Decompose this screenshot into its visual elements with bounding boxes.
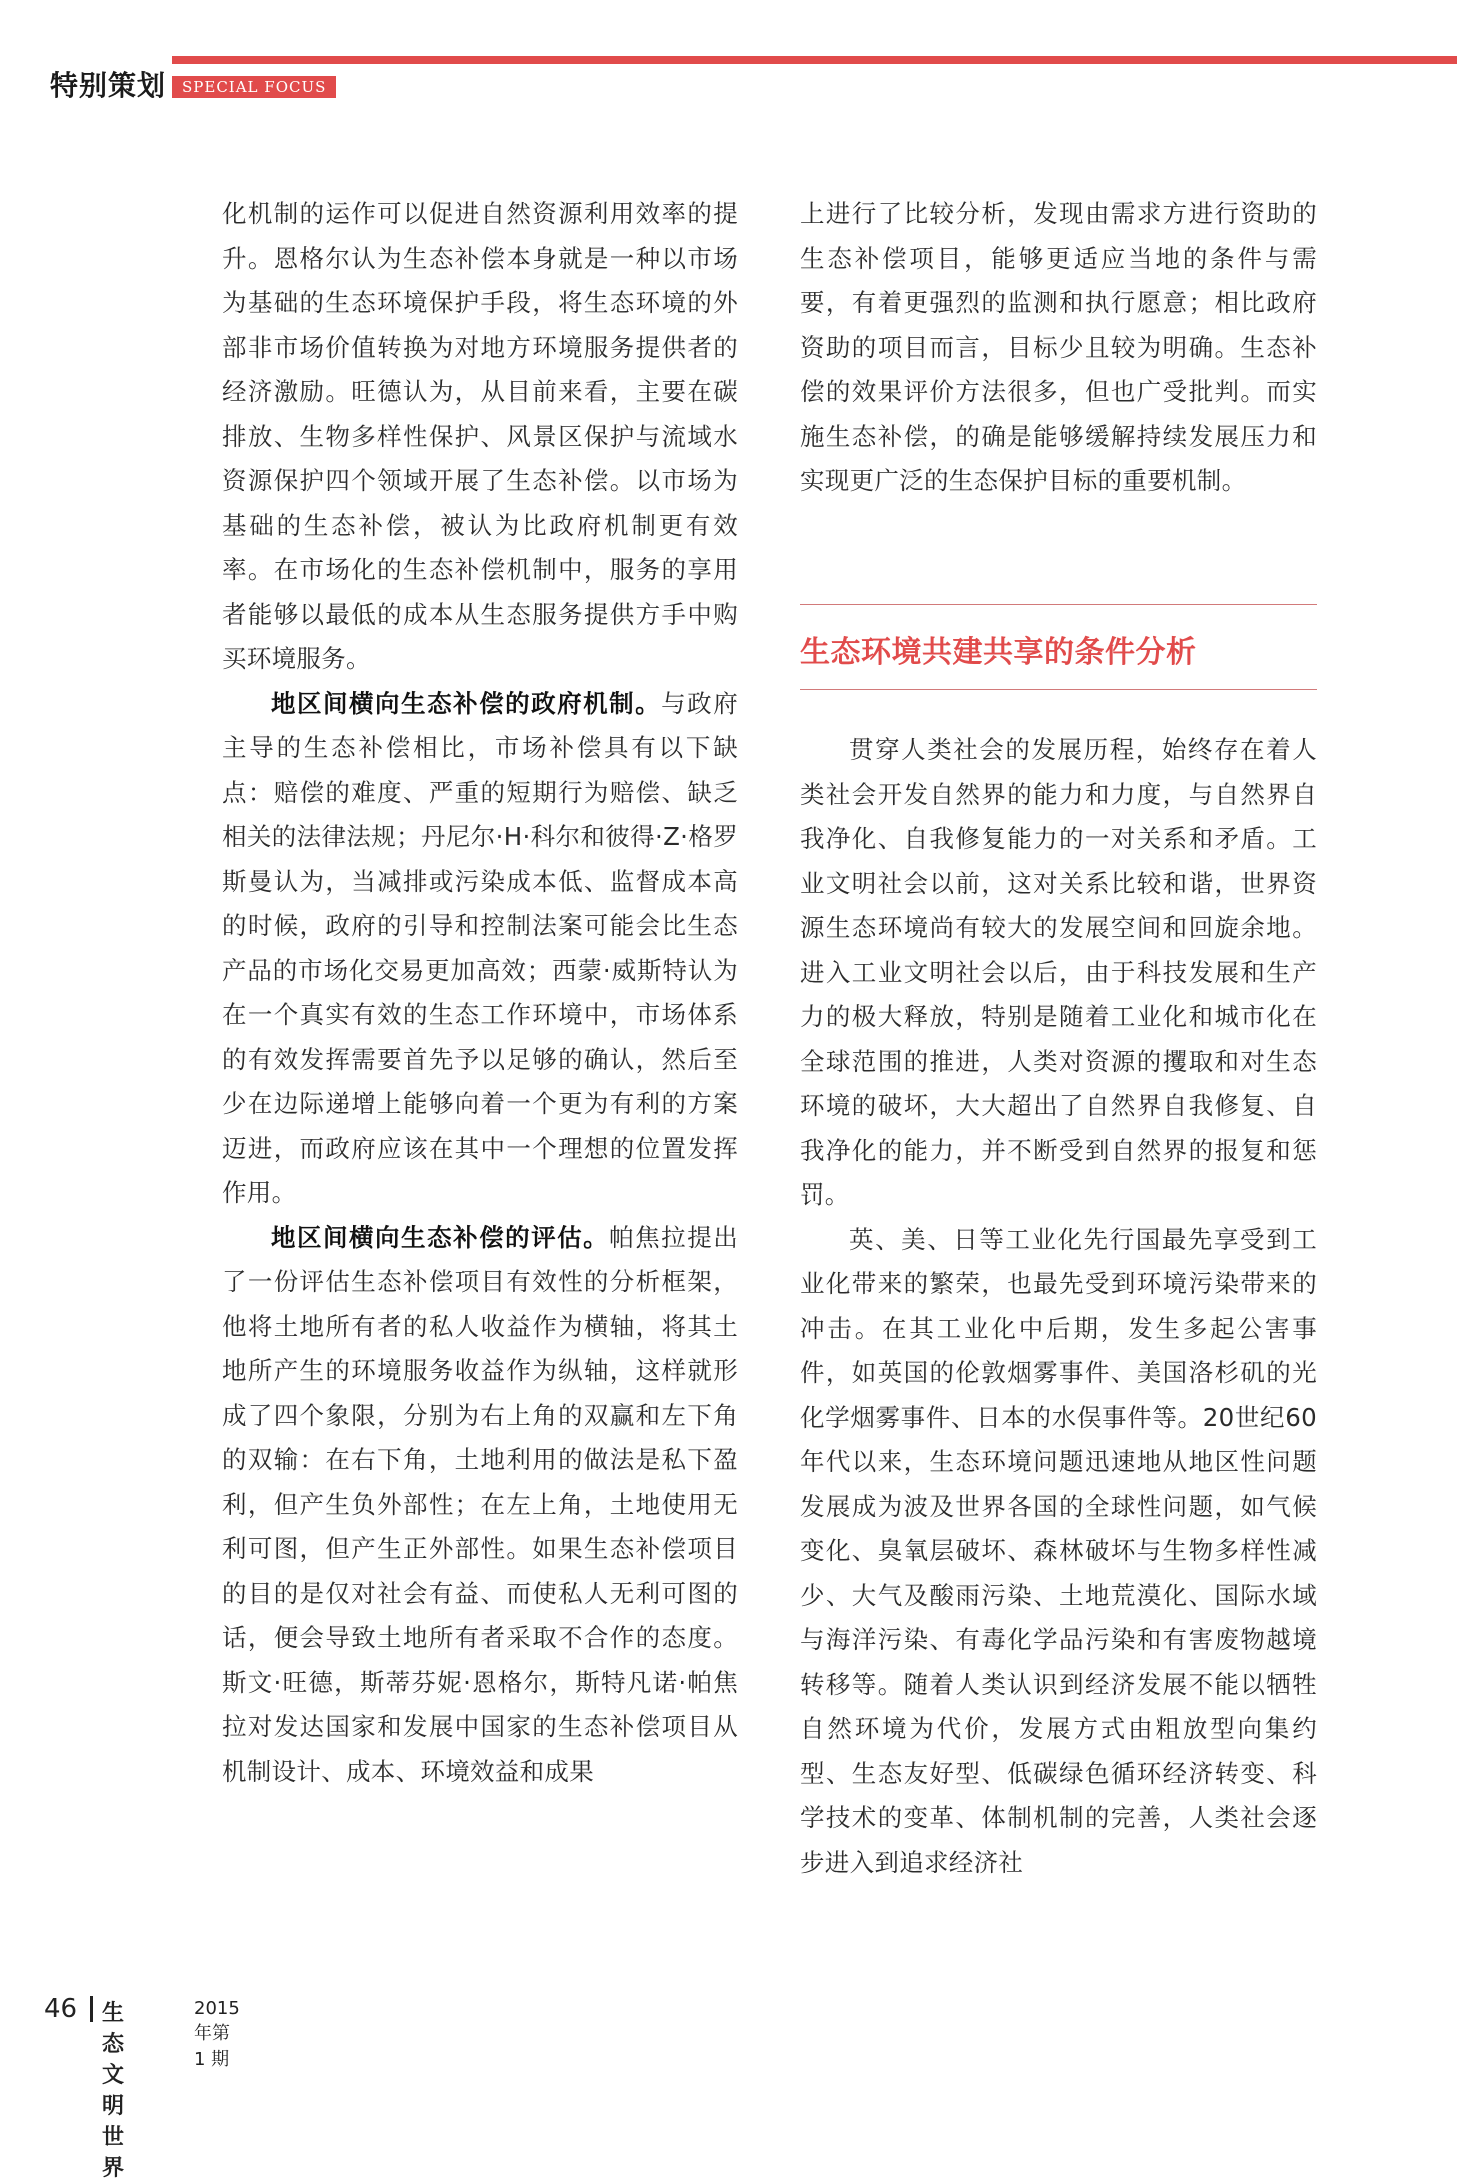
page-header — [0, 0, 1457, 100]
magazine-name: 生态文明世界 — [102, 2001, 125, 2181]
paragraph — [222, 1216, 738, 1795]
section-heading: 生态环境共建共享的条件分析 — [800, 635, 1197, 670]
paragraph-body: 与政府主导的生态补偿相比，市场补偿具有以下缺点：赔偿的难度、严重的短期行为赔偿、缺乏相关的法律法规；丹尼尔·H·科尔和彼得·Z·格罗斯曼认为，当减排或污染成本低、监督成本高的时候，政府的引导和控制法案可能会比生态产品的市场化交易更加高效；西蒙·威斯特认为在一个真实有效的生态工作环境中，市场体系的有效发挥需要首先予以足够的确认，然后至少在边际递增上能够向着一个更为有利的方案迈进，而政府应该在其中一个理想的位置发挥作用。 — [222, 688, 738, 1207]
special-focus-tag: SPECIAL FOCUS — [172, 76, 336, 98]
paragraph — [222, 682, 738, 1216]
paragraph-lead: 地区间横向生态补偿的评估。 — [271, 1222, 610, 1252]
left-column — [222, 192, 738, 1794]
page-number: 46 — [44, 1994, 78, 2024]
paragraph: 贯穿人类社会的发展历程，始终存在着人类社会开发自然界的能力和力度，与自然界自我净化、自我修复能力的一对关系和矛盾。工业文明社会以前，这对关系比较和谐，世界资源生态环境尚有较大的发展空间和回旋余地。进入工业文明社会以后，由于科技发展和生产力的极大释放，特别是随着工业化和城市化在全球范围的推进，人类对资源的攫取和对生态环境的破坏，大大超出了自然界自我修复、自我净化的能力，并不断受到自然界的报复和惩罚。 — [800, 735, 1317, 1209]
section-heading-box — [800, 604, 1317, 690]
paragraph-body: 帕焦拉提出了一份评估生态补偿项目有效性的分析框架，他将土地所有者的私人收益作为横轴，将其土地所产生的环境服务收益作为纵轴，这样就形成了四个象限，分别为右上角的双赢和左下角的双输：在右下角，土地利用的做法是私下盈利，但产生负外部性；在左上角，土地使用无利可图，但产生正外部性。如果生态补偿项目的目的是仅对社会有益、而使私人无利可图的话，便会导致土地所有者采取不合作的态度。斯文·旺德，斯蒂芬妮·恩格尔，斯特凡诺·帕焦拉对发达国家和发展中国家的生态补偿项目从机制设计、成本、环境效益和成果 — [222, 1222, 739, 1786]
paragraph: 化机制的运作可以促进自然资源利用效率的提升。恩格尔认为生态补偿本身就是一种以市场为基础的生态环境保护手段，将生态环境的外部非市场价值转换为对地方环境服务提供者的经济激励。旺德认为，从目前来看，主要在碳排放、生物多样性保护、风景区保护与流域水资源保护四个领域开展了生态补偿。以市场为基础的生态补偿，被认为比政府机制更有效率。在市场化的生态补偿机制中，服务的享用者能够以最低的成本从生态服务提供方手中购买环境服务。 — [222, 199, 738, 673]
paragraph: 英、美、日等工业化先行国最先享受到工业化带来的繁荣，也最先受到环境污染带来的冲击。在其工业化中后期，发生多起公害事件，如英国的伦敦烟雾事件、美国洛杉矶的光化学烟雾事件、日本的水俣事件等。20世纪60年代以来，生态环境问题迅速地从地区性问题发展成为波及世界各国的全球性问题，如气候变化、臭氧层破坏、森林破坏与生物多样性减少、大气及酸雨污染、土地荒漠化、国际水域与海洋污染、有毒化学品污染和有害废物越境转移等。随着人类认识到经济发展不能以牺牲自然环境为代价，发展方式由粗放型向集约型、生态友好型、低碳绿色循环经济转变、科学技术的变革、体制机制的完善，人类社会逐步进入到追求经济社 — [800, 1224, 1317, 1877]
section-title: 特别策划 — [50, 69, 167, 102]
paragraph: 上进行了比较分析，发现由需求方进行资助的生态补偿项目，能够更适应当地的条件与需要，有着更强烈的监测和执行愿意；相比政府资助的项目而言，目标少且较为明确。生态补偿的效果评价方法很多，但也广受批判。而实施生态补偿，的确是能够缓解持续发展压力和实现更广泛的生态保护目标的重要机制。 — [800, 199, 1317, 495]
issue-label: 2015 年第 1 期 — [194, 1998, 240, 2070]
right-column-top — [800, 192, 1317, 504]
right-column-bottom — [800, 728, 1317, 1885]
paragraph-lead: 地区间横向生态补偿的政府机制。 — [271, 688, 662, 718]
footer-divider — [90, 1996, 93, 2022]
header-accent-bar — [172, 56, 1457, 64]
